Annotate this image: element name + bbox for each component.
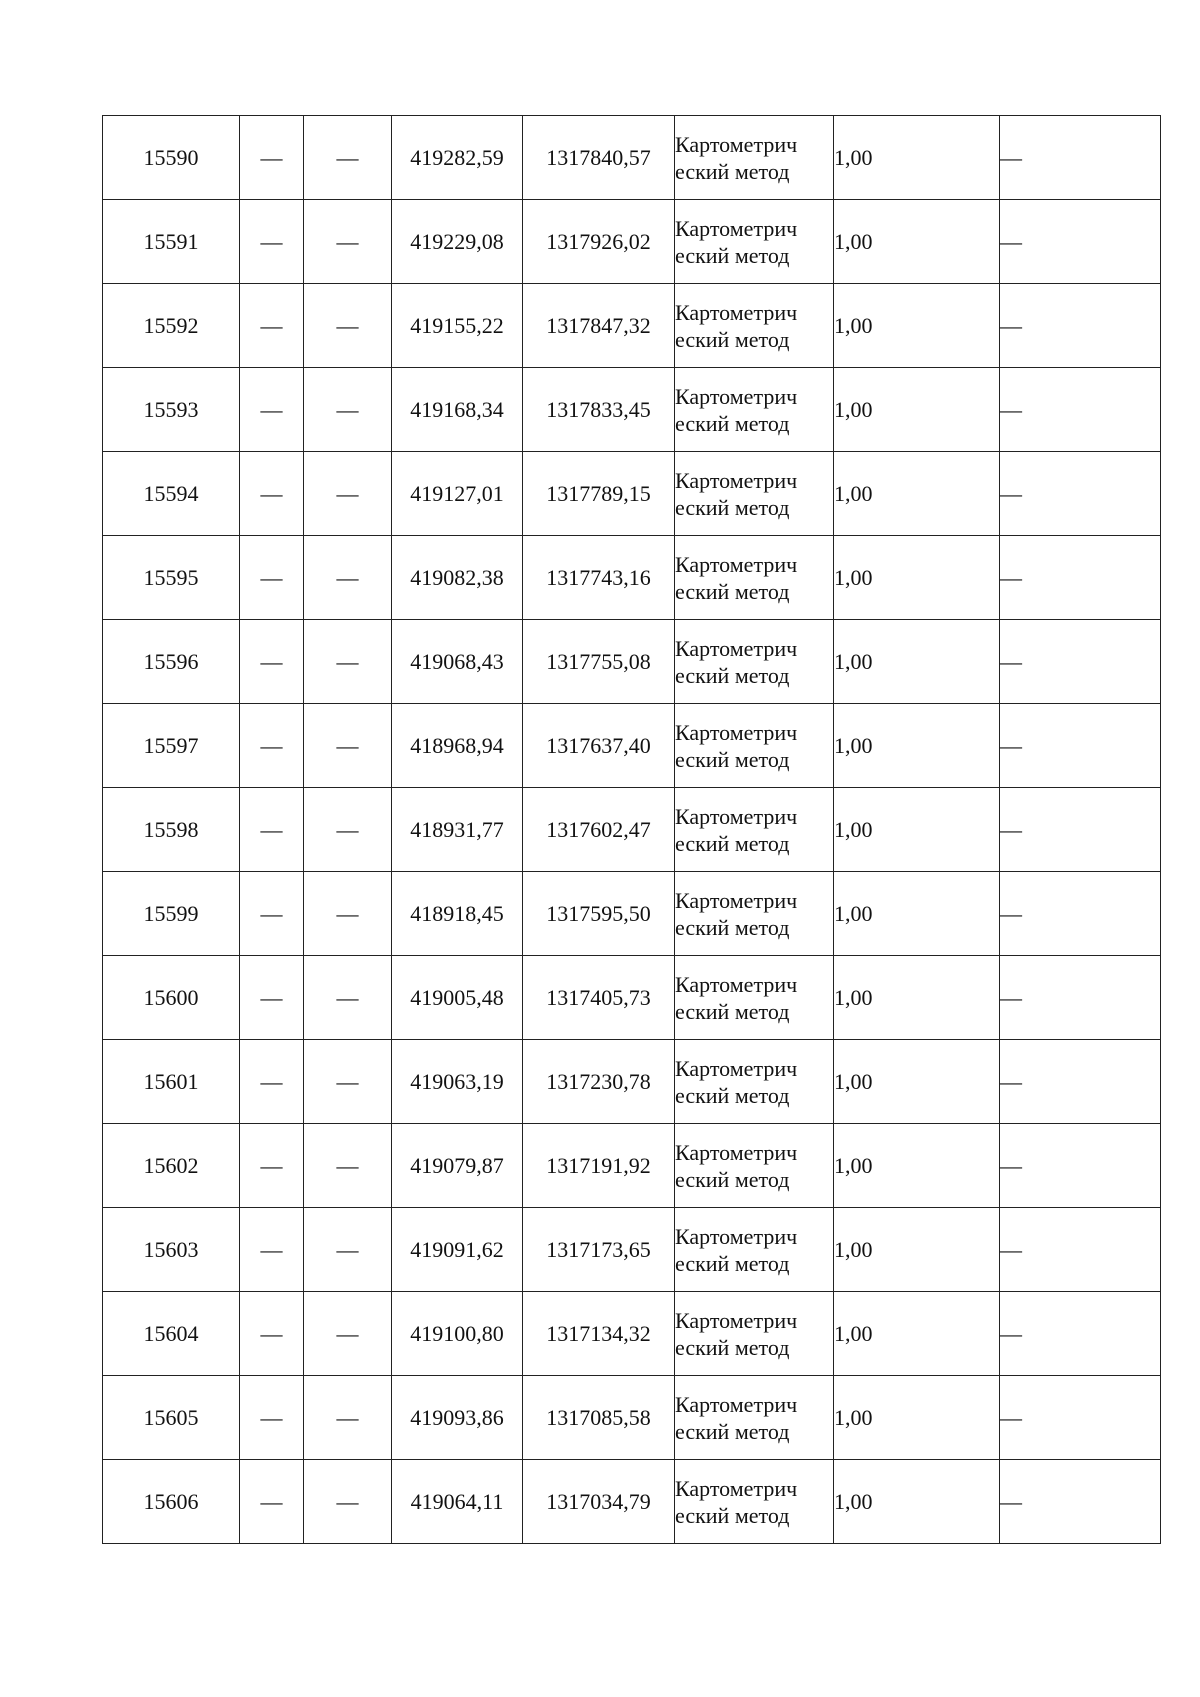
accuracy-cell (834, 956, 1000, 1040)
y-coordinate-text: 1317743,16 (546, 565, 651, 590)
accuracy-cell (834, 284, 1000, 368)
point-number-text: 15596 (143, 649, 199, 674)
point-number-cell (103, 1460, 240, 1544)
point-number-cell (103, 1124, 240, 1208)
y-coordinate-cell (523, 1208, 675, 1292)
empty-value-text: — (336, 565, 359, 590)
accuracy-text: 1,00 (834, 817, 873, 842)
accuracy-text: 1,00 (834, 1321, 873, 1346)
empty-value-cell (1000, 368, 1161, 452)
empty-value-text: — (260, 1405, 283, 1430)
accuracy-text: 1,00 (834, 565, 873, 590)
x-coordinate-text: 419229,08 (410, 229, 504, 254)
empty-value-text: — (260, 817, 283, 842)
accuracy-text: 1,00 (834, 1153, 873, 1178)
empty-value-text: — (1000, 481, 1022, 506)
x-coordinate-text: 419005,48 (410, 985, 504, 1010)
empty-value-cell (240, 368, 304, 452)
point-number-cell (103, 1376, 240, 1460)
empty-value-cell (240, 1124, 304, 1208)
empty-value-cell (1000, 284, 1161, 368)
table-row (103, 536, 1161, 620)
empty-value-cell (240, 1460, 304, 1544)
table-row (103, 200, 1161, 284)
empty-value-cell (1000, 956, 1161, 1040)
method-cell (675, 1292, 834, 1376)
empty-value-cell (304, 620, 392, 704)
x-coordinate-cell (392, 704, 523, 788)
method-text: Картометрический метод (675, 215, 798, 268)
point-number-text: 15601 (143, 1069, 199, 1094)
y-coordinate-cell (523, 1376, 675, 1460)
y-coordinate-text: 1317637,40 (546, 733, 651, 758)
empty-value-cell (1000, 704, 1161, 788)
empty-value-cell (304, 956, 392, 1040)
empty-value-text: — (1000, 1321, 1022, 1346)
accuracy-text: 1,00 (834, 901, 873, 926)
empty-value-text: — (1000, 817, 1022, 842)
method-cell (675, 1124, 834, 1208)
point-number-text: 15605 (143, 1405, 199, 1430)
empty-value-text: — (260, 1153, 283, 1178)
accuracy-cell (834, 1292, 1000, 1376)
accuracy-cell (834, 452, 1000, 536)
x-coordinate-cell (392, 956, 523, 1040)
empty-value-cell (1000, 536, 1161, 620)
coordinates-table (102, 115, 1161, 1544)
x-coordinate-cell (392, 536, 523, 620)
x-coordinate-cell (392, 1292, 523, 1376)
method-text: Картометрический метод (675, 719, 798, 772)
empty-value-cell (240, 704, 304, 788)
method-cell (675, 284, 834, 368)
empty-value-cell (304, 1292, 392, 1376)
accuracy-text: 1,00 (834, 145, 873, 170)
method-text: Картометрический метод (675, 635, 798, 688)
empty-value-text: — (1000, 901, 1022, 926)
empty-value-cell (1000, 1376, 1161, 1460)
point-number-cell (103, 1040, 240, 1124)
empty-value-cell (1000, 1292, 1161, 1376)
method-text: Картометрический метод (675, 1223, 798, 1276)
empty-value-text: — (260, 1237, 283, 1262)
x-coordinate-text: 419127,01 (410, 481, 504, 506)
empty-value-cell (240, 1376, 304, 1460)
x-coordinate-cell (392, 1124, 523, 1208)
empty-value-text: — (1000, 649, 1022, 674)
method-cell (675, 1040, 834, 1124)
y-coordinate-text: 1317085,58 (546, 1405, 651, 1430)
empty-value-text: — (336, 649, 359, 674)
empty-value-text: — (1000, 145, 1022, 170)
document-page (102, 115, 1160, 1544)
table-row (103, 116, 1161, 200)
y-coordinate-cell (523, 872, 675, 956)
y-coordinate-cell (523, 788, 675, 872)
empty-value-text: — (260, 649, 283, 674)
point-number-text: 15591 (143, 229, 199, 254)
point-number-text: 15600 (143, 985, 199, 1010)
empty-value-cell (304, 116, 392, 200)
point-number-cell (103, 284, 240, 368)
y-coordinate-text: 1317602,47 (546, 817, 651, 842)
x-coordinate-cell (392, 1376, 523, 1460)
x-coordinate-cell (392, 200, 523, 284)
empty-value-cell (1000, 872, 1161, 956)
empty-value-cell (240, 620, 304, 704)
x-coordinate-cell (392, 620, 523, 704)
empty-value-text: — (260, 397, 283, 422)
method-text: Картометрический метод (675, 803, 798, 856)
method-cell (675, 116, 834, 200)
empty-value-text: — (336, 1237, 359, 1262)
empty-value-cell (240, 284, 304, 368)
method-text: Картометрический метод (675, 1307, 798, 1360)
y-coordinate-cell (523, 452, 675, 536)
point-number-cell (103, 788, 240, 872)
empty-value-cell (1000, 1208, 1161, 1292)
table-row (103, 620, 1161, 704)
accuracy-cell (834, 1040, 1000, 1124)
x-coordinate-text: 419155,22 (410, 313, 504, 338)
empty-value-cell (1000, 116, 1161, 200)
point-number-cell (103, 368, 240, 452)
y-coordinate-cell (523, 620, 675, 704)
y-coordinate-cell (523, 956, 675, 1040)
empty-value-cell (304, 1040, 392, 1124)
y-coordinate-text: 1317789,15 (546, 481, 651, 506)
x-coordinate-cell (392, 116, 523, 200)
method-text: Картометрический метод (675, 551, 798, 604)
empty-value-cell (240, 116, 304, 200)
table-row (103, 704, 1161, 788)
y-coordinate-text: 1317926,02 (546, 229, 651, 254)
empty-value-cell (304, 1460, 392, 1544)
point-number-text: 15590 (143, 145, 199, 170)
accuracy-cell (834, 1208, 1000, 1292)
point-number-cell (103, 956, 240, 1040)
empty-value-text: — (260, 145, 283, 170)
method-text: Картометрический метод (675, 1139, 798, 1192)
empty-value-cell (304, 536, 392, 620)
point-number-text: 15595 (143, 565, 199, 590)
empty-value-text: — (336, 817, 359, 842)
accuracy-cell (834, 368, 1000, 452)
x-coordinate-text: 419064,11 (410, 1489, 504, 1514)
empty-value-cell (240, 452, 304, 536)
empty-value-text: — (336, 145, 359, 170)
point-number-cell (103, 452, 240, 536)
accuracy-cell (834, 536, 1000, 620)
empty-value-cell (240, 872, 304, 956)
x-coordinate-text: 419063,19 (410, 1069, 504, 1094)
method-text: Картометрический метод (675, 383, 798, 436)
empty-value-cell (240, 956, 304, 1040)
accuracy-text: 1,00 (834, 481, 873, 506)
empty-value-text: — (1000, 313, 1022, 338)
empty-value-text: — (336, 481, 359, 506)
y-coordinate-cell (523, 704, 675, 788)
x-coordinate-text: 419282,59 (410, 145, 504, 170)
x-coordinate-cell (392, 872, 523, 956)
empty-value-cell (304, 704, 392, 788)
accuracy-cell (834, 1460, 1000, 1544)
y-coordinate-cell (523, 1040, 675, 1124)
empty-value-text: — (336, 1405, 359, 1430)
empty-value-cell (1000, 200, 1161, 284)
y-coordinate-cell (523, 536, 675, 620)
accuracy-cell (834, 1124, 1000, 1208)
empty-value-text: — (260, 481, 283, 506)
method-cell (675, 788, 834, 872)
method-cell (675, 200, 834, 284)
point-number-text: 15606 (143, 1489, 199, 1514)
y-coordinate-text: 1317034,79 (546, 1489, 651, 1514)
empty-value-text: — (336, 1069, 359, 1094)
x-coordinate-text: 419093,86 (410, 1405, 504, 1430)
table-row (103, 1124, 1161, 1208)
method-cell (675, 536, 834, 620)
point-number-cell (103, 536, 240, 620)
accuracy-text: 1,00 (834, 1405, 873, 1430)
empty-value-cell (240, 536, 304, 620)
accuracy-text: 1,00 (834, 1237, 873, 1262)
accuracy-text: 1,00 (834, 733, 873, 758)
empty-value-cell (1000, 788, 1161, 872)
method-cell (675, 1376, 834, 1460)
table-row (103, 956, 1161, 1040)
table-row (103, 1292, 1161, 1376)
accuracy-cell (834, 200, 1000, 284)
empty-value-text: — (1000, 1237, 1022, 1262)
empty-value-text: — (1000, 1153, 1022, 1178)
x-coordinate-cell (392, 1208, 523, 1292)
empty-value-text: — (1000, 1069, 1022, 1094)
x-coordinate-cell (392, 788, 523, 872)
x-coordinate-text: 419100,80 (410, 1321, 504, 1346)
point-number-text: 15598 (143, 817, 199, 842)
y-coordinate-text: 1317191,92 (546, 1153, 651, 1178)
point-number-cell (103, 116, 240, 200)
y-coordinate-cell (523, 116, 675, 200)
y-coordinate-text: 1317755,08 (546, 649, 651, 674)
x-coordinate-cell (392, 452, 523, 536)
method-cell (675, 368, 834, 452)
x-coordinate-text: 419068,43 (410, 649, 504, 674)
method-cell (675, 956, 834, 1040)
empty-value-cell (304, 1376, 392, 1460)
empty-value-text: — (260, 1069, 283, 1094)
empty-value-cell (304, 284, 392, 368)
accuracy-cell (834, 704, 1000, 788)
y-coordinate-cell (523, 284, 675, 368)
point-number-cell (103, 704, 240, 788)
point-number-text: 15602 (143, 1153, 199, 1178)
accuracy-text: 1,00 (834, 649, 873, 674)
empty-value-cell (304, 368, 392, 452)
point-number-text: 15597 (143, 733, 199, 758)
method-text: Картометрический метод (675, 971, 798, 1024)
accuracy-cell (834, 872, 1000, 956)
y-coordinate-text: 1317173,65 (546, 1237, 651, 1262)
empty-value-cell (240, 1040, 304, 1124)
x-coordinate-text: 418918,45 (410, 901, 504, 926)
point-number-cell (103, 620, 240, 704)
x-coordinate-cell (392, 284, 523, 368)
empty-value-cell (304, 1208, 392, 1292)
empty-value-cell (304, 452, 392, 536)
method-cell (675, 1208, 834, 1292)
table-body (103, 116, 1161, 1544)
table-row (103, 368, 1161, 452)
empty-value-text: — (1000, 1489, 1022, 1514)
empty-value-text: — (336, 1489, 359, 1514)
table-row (103, 1040, 1161, 1124)
accuracy-text: 1,00 (834, 313, 873, 338)
empty-value-text: — (1000, 565, 1022, 590)
x-coordinate-cell (392, 1460, 523, 1544)
table-row (103, 1376, 1161, 1460)
x-coordinate-text: 419168,34 (410, 397, 504, 422)
y-coordinate-text: 1317833,45 (546, 397, 651, 422)
empty-value-text: — (260, 1321, 283, 1346)
empty-value-cell (1000, 1460, 1161, 1544)
empty-value-cell (304, 788, 392, 872)
empty-value-text: — (1000, 733, 1022, 758)
table-row (103, 872, 1161, 956)
y-coordinate-text: 1317840,57 (546, 145, 651, 170)
method-text: Картометрический метод (675, 467, 798, 520)
x-coordinate-text: 418931,77 (410, 817, 504, 842)
empty-value-text: — (336, 985, 359, 1010)
table-row (103, 1460, 1161, 1544)
accuracy-cell (834, 116, 1000, 200)
empty-value-text: — (1000, 985, 1022, 1010)
point-number-cell (103, 872, 240, 956)
empty-value-cell (1000, 620, 1161, 704)
x-coordinate-cell (392, 1040, 523, 1124)
accuracy-cell (834, 620, 1000, 704)
empty-value-text: — (336, 313, 359, 338)
empty-value-text: — (336, 397, 359, 422)
point-number-text: 15604 (143, 1321, 199, 1346)
empty-value-text: — (260, 229, 283, 254)
method-text: Картометрический метод (675, 1391, 798, 1444)
y-coordinate-text: 1317230,78 (546, 1069, 651, 1094)
y-coordinate-text: 1317405,73 (546, 985, 651, 1010)
y-coordinate-cell (523, 1124, 675, 1208)
y-coordinate-cell (523, 368, 675, 452)
empty-value-cell (1000, 452, 1161, 536)
table-row (103, 788, 1161, 872)
empty-value-cell (240, 1292, 304, 1376)
empty-value-text: — (1000, 1405, 1022, 1430)
y-coordinate-cell (523, 200, 675, 284)
point-number-text: 15594 (143, 481, 199, 506)
empty-value-cell (1000, 1040, 1161, 1124)
point-number-text: 15593 (143, 397, 199, 422)
point-number-cell (103, 200, 240, 284)
table-row (103, 1208, 1161, 1292)
accuracy-text: 1,00 (834, 229, 873, 254)
empty-value-text: — (336, 229, 359, 254)
y-coordinate-text: 1317847,32 (546, 313, 651, 338)
accuracy-text: 1,00 (834, 1069, 873, 1094)
method-cell (675, 620, 834, 704)
empty-value-text: — (336, 901, 359, 926)
method-text: Картометрический метод (675, 887, 798, 940)
accuracy-cell (834, 1376, 1000, 1460)
method-cell (675, 452, 834, 536)
point-number-text: 15599 (143, 901, 199, 926)
empty-value-text: — (1000, 229, 1022, 254)
x-coordinate-text: 419079,87 (410, 1153, 504, 1178)
table-row (103, 452, 1161, 536)
empty-value-cell (304, 1124, 392, 1208)
empty-value-text: — (336, 1153, 359, 1178)
table-row (103, 284, 1161, 368)
empty-value-text: — (260, 565, 283, 590)
accuracy-text: 1,00 (834, 397, 873, 422)
empty-value-text: — (336, 1321, 359, 1346)
method-text: Картометрический метод (675, 299, 798, 352)
empty-value-text: — (260, 733, 283, 758)
method-cell (675, 704, 834, 788)
y-coordinate-text: 1317134,32 (546, 1321, 651, 1346)
y-coordinate-text: 1317595,50 (546, 901, 651, 926)
empty-value-cell (304, 872, 392, 956)
x-coordinate-text: 418968,94 (410, 733, 504, 758)
y-coordinate-cell (523, 1292, 675, 1376)
empty-value-text: — (336, 733, 359, 758)
method-cell (675, 1460, 834, 1544)
method-cell (675, 872, 834, 956)
empty-value-text: — (260, 313, 283, 338)
empty-value-cell (240, 1208, 304, 1292)
empty-value-text: — (260, 901, 283, 926)
accuracy-cell (834, 788, 1000, 872)
y-coordinate-cell (523, 1460, 675, 1544)
accuracy-text: 1,00 (834, 1489, 873, 1514)
method-text: Картометрический метод (675, 131, 798, 184)
method-text: Картометрический метод (675, 1055, 798, 1108)
x-coordinate-cell (392, 368, 523, 452)
empty-value-text: — (260, 1489, 283, 1514)
accuracy-text: 1,00 (834, 985, 873, 1010)
point-number-cell (103, 1208, 240, 1292)
empty-value-text: — (260, 985, 283, 1010)
method-text: Картометрический метод (675, 1475, 798, 1528)
empty-value-text: — (1000, 397, 1022, 422)
point-number-cell (103, 1292, 240, 1376)
empty-value-cell (1000, 1124, 1161, 1208)
point-number-text: 15592 (143, 313, 199, 338)
empty-value-cell (304, 200, 392, 284)
x-coordinate-text: 419091,62 (410, 1237, 504, 1262)
empty-value-cell (240, 200, 304, 284)
x-coordinate-text: 419082,38 (410, 565, 504, 590)
point-number-text: 15603 (143, 1237, 199, 1262)
empty-value-cell (240, 788, 304, 872)
